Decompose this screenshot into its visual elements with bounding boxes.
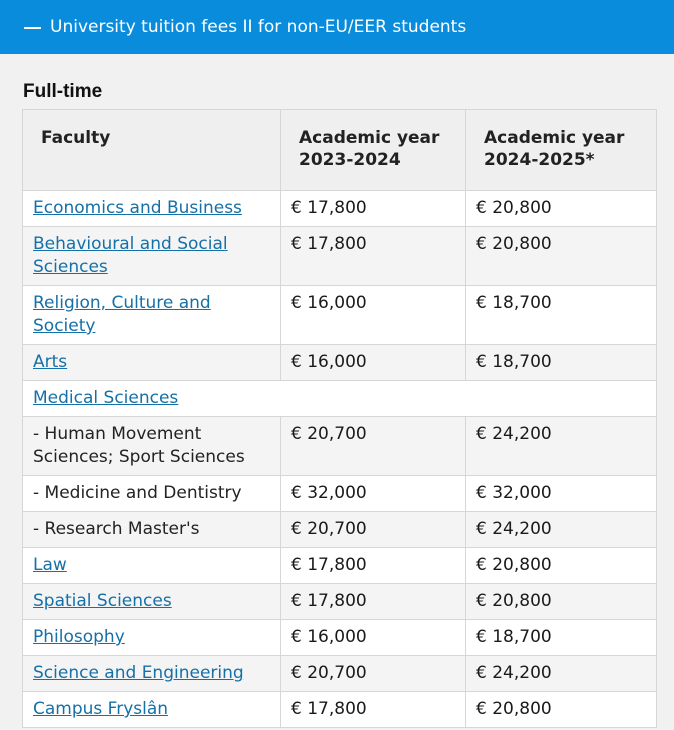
- fee-2024-2025: € 18,700: [466, 345, 657, 381]
- tuition-fees-table: [22, 109, 657, 728]
- fee-2023-2024: € 20,700: [281, 656, 466, 692]
- fee-2024-2025: € 18,700: [466, 620, 657, 656]
- fee-2023-2024: € 20,700: [281, 417, 466, 476]
- fee-2023-2024: € 16,000: [281, 286, 466, 345]
- fee-2024-2025: € 24,200: [466, 417, 657, 476]
- faculty-cell: [23, 345, 281, 381]
- column-header-faculty: Faculty: [23, 110, 281, 191]
- faculty-link[interactable]: Economics and Business: [33, 198, 242, 218]
- fee-2023-2024: € 17,800: [281, 584, 466, 620]
- table-header-row: [23, 110, 657, 191]
- table-row: [23, 692, 657, 728]
- faculty-cell: [23, 584, 281, 620]
- fee-2024-2025: € 24,200: [466, 656, 657, 692]
- fee-2023-2024: € 17,800: [281, 692, 466, 728]
- faculty-link[interactable]: Law: [33, 555, 67, 575]
- fee-2024-2025: € 20,800: [466, 227, 657, 286]
- fee-2023-2024: € 16,000: [281, 620, 466, 656]
- fee-2023-2024: € 17,800: [281, 191, 466, 227]
- fee-2023-2024: € 17,800: [281, 548, 466, 584]
- table-row: [23, 381, 657, 417]
- faculty-cell: [23, 656, 281, 692]
- fee-2024-2025: € 18,700: [466, 286, 657, 345]
- table-row: [23, 548, 657, 584]
- section-title: Full-time: [23, 81, 103, 102]
- sub-programme-label: - Research Master's: [33, 519, 200, 539]
- faculty-cell: [23, 381, 657, 417]
- faculty-link[interactable]: Philosophy: [33, 627, 125, 647]
- faculty-cell: [23, 476, 281, 512]
- fee-2024-2025: € 20,800: [466, 548, 657, 584]
- faculty-link[interactable]: Behavioural and Social Sciences: [33, 234, 228, 277]
- fee-2024-2025: € 24,200: [466, 512, 657, 548]
- minus-icon: [24, 27, 41, 29]
- faculty-cell: [23, 512, 281, 548]
- fee-2023-2024: € 32,000: [281, 476, 466, 512]
- faculty-cell: [23, 548, 281, 584]
- table-row: [23, 512, 657, 548]
- table-row: [23, 656, 657, 692]
- fee-2024-2025: € 32,000: [466, 476, 657, 512]
- faculty-link[interactable]: Spatial Sciences: [33, 591, 172, 611]
- fee-2024-2025: € 20,800: [466, 692, 657, 728]
- faculty-cell: [23, 286, 281, 345]
- faculty-cell: [23, 620, 281, 656]
- faculty-cell: [23, 417, 281, 476]
- accordion-header[interactable]: [0, 0, 674, 54]
- faculty-link[interactable]: Campus Fryslân: [33, 699, 169, 719]
- faculty-link[interactable]: Science and Engineering: [33, 663, 244, 683]
- table-row: [23, 584, 657, 620]
- fee-2023-2024: € 20,700: [281, 512, 466, 548]
- faculty-link[interactable]: Medical Sciences: [33, 388, 179, 408]
- fee-2024-2025: € 20,800: [466, 584, 657, 620]
- faculty-cell: [23, 692, 281, 728]
- accordion-title: University tuition fees II for non-EU/EER students: [50, 17, 467, 37]
- table-row: [23, 345, 657, 381]
- faculty-cell: [23, 191, 281, 227]
- fee-2024-2025: € 20,800: [466, 191, 657, 227]
- fee-2023-2024: € 16,000: [281, 345, 466, 381]
- table-row: [23, 417, 657, 476]
- table-row: [23, 620, 657, 656]
- sub-programme-label: - Human Movement Sciences; Sport Sciences: [33, 424, 245, 467]
- table-row: [23, 227, 657, 286]
- table-body: [23, 191, 657, 728]
- table-row: [23, 286, 657, 345]
- faculty-link[interactable]: Arts: [33, 352, 68, 372]
- table-row: [23, 476, 657, 512]
- table-row: [23, 191, 657, 227]
- column-header-2023-2024: Academic year 2023-2024: [281, 110, 466, 191]
- fee-2023-2024: € 17,800: [281, 227, 466, 286]
- column-header-2024-2025: Academic year 2024-2025*: [466, 110, 657, 191]
- sub-programme-label: - Medicine and Dentistry: [33, 483, 242, 503]
- faculty-link[interactable]: Religion, Culture and Society: [33, 293, 211, 336]
- faculty-cell: [23, 227, 281, 286]
